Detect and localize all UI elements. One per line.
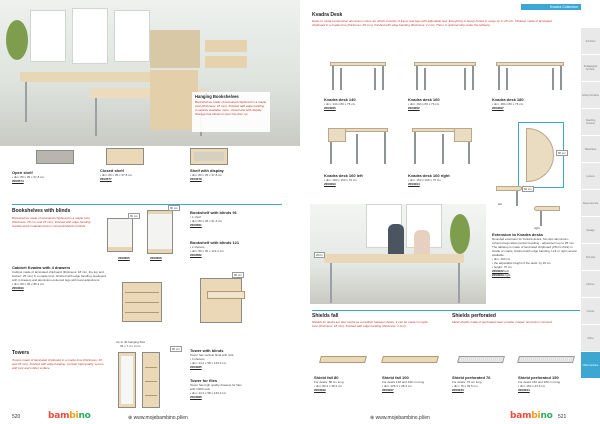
kvadra-desk-desc: Desk on metal construction aluminium colour all, which consists of frame and legs with adjustable feet. Everything is heavy footed to range up to 25 mm. Tabletop made of laminated chipboard in a maple tone (thickness: 25 mm), finished with edge banding (thickness: 2 mm). There is optional strip under the tabletop. <box>312 19 552 27</box>
globe-icon: ⊕ <box>370 415 375 421</box>
bookshelf-91-spec2: • dim: 80 x 45 x 91.4 cm <box>190 219 223 223</box>
desk-160-right <box>408 173 488 186</box>
tower-files-spec1: Tower has high quality drawers for files <box>190 383 242 387</box>
bookshelf-91-title: Bookshelf with blinds 91 <box>190 210 237 215</box>
shield-fall-100-spec1: For desks 140 and 160 cm long <box>382 380 425 384</box>
cabinet-dim: 80 cm <box>234 273 242 277</box>
towers <box>12 350 107 370</box>
desk-140 <box>324 97 404 110</box>
bookshelf-121-spec1: • 2 shelves <box>190 245 205 249</box>
tab-creche[interactable]: Crèche <box>581 298 600 325</box>
shield-fall-100-code: 2003097 <box>382 388 394 392</box>
shields-perforated-desc: Metal shields made of perforated steel, powder coated, aluminium coloured. <box>452 320 553 324</box>
desk-160-title: Kvadra desk 160 <box>408 97 440 102</box>
display-shelf-image <box>190 148 228 165</box>
desk-180-code: 2003097 <box>492 106 504 110</box>
closed-shelf <box>100 168 180 181</box>
cabinet <box>12 265 107 290</box>
shields-perforated <box>452 313 572 324</box>
cabinet-image <box>122 282 162 322</box>
shield-fall-80-spec1: For desks: 80 cm long <box>314 380 344 384</box>
tower-for-files <box>190 378 285 399</box>
extension-spec3: • height: 76 cm <box>492 265 512 269</box>
tower-files-spec3: • dim: 44.2 x 58 x 163.3 cm <box>190 391 227 395</box>
bookshelf-code-2: 2003606 <box>150 256 162 260</box>
bookshelves-desc: Bookshelves made of laminated chipboard in a maple tone (thickness: 18 mm and 25 mm), finished with edge banding. Cantilevered metal/aluminium coloured/white/cut blinds. <box>12 216 92 228</box>
bookshelf-code-1: 2003605 <box>118 256 130 260</box>
towers-desc: Towers made of laminated chipboard in a maple tone (thickness: 18 and 25 mm), finished with edge banding. Contain high quality, secure with lock and rubber surface. <box>12 358 104 370</box>
shield-fall-80-image <box>319 356 367 363</box>
shield-fall-80 <box>314 375 380 392</box>
cabinet-code: 2003093 <box>12 286 24 290</box>
bookshelf-91 <box>190 210 280 227</box>
desk-160-spec: • dim: 160 x 80 x 76 cm <box>408 102 440 106</box>
shield-perf-150-spec1: For desks 160 and 180 cm long <box>518 380 561 384</box>
page-number-right: 521 <box>558 414 567 420</box>
desk-160-left-title: Kvadra desk 160 left <box>324 173 363 178</box>
closed-shelf-image <box>106 148 144 165</box>
bookshelves-heading: Bookshelves with blinds <box>12 208 71 214</box>
open-shelf-image <box>36 150 74 164</box>
display-shelf-spec: • dim: 80 x 35 x 37.8 cm <box>190 173 223 177</box>
tower-files-image <box>142 352 160 408</box>
room-photo-dim: 20cm <box>316 253 323 257</box>
extension <box>492 232 580 277</box>
extension-right-image <box>534 206 568 226</box>
tower-blinds-spec1: Tower has vertical blind with lock <box>190 353 234 357</box>
extension-spec1: • dim: 100 cm <box>492 257 511 261</box>
shield-perf-76-spec1: For desks: 76 cm long <box>452 380 482 384</box>
bambino-logo-right: bambino <box>510 411 553 421</box>
shield-fall-100 <box>382 375 448 392</box>
shield-perforated-150 <box>518 375 580 392</box>
extension-code-left: 2003022 left <box>492 269 509 273</box>
desk-160-right-image <box>412 128 472 164</box>
kvadra-desk-heading: Kvadra Desk <box>312 12 343 18</box>
desk-160-left-spec: • dim: 160 x 160 x 76 cm <box>324 178 357 182</box>
hanging-bookshelves-title: Hanging Bookshelves <box>195 94 239 99</box>
open-shelf-code: 2003574 <box>12 179 24 183</box>
right-page <box>300 0 600 424</box>
desk-140-title: Kvadra desk 140 <box>324 97 356 102</box>
tab-soft-play[interactable]: Soft play <box>581 244 600 271</box>
bookshelf-91-dim: 80 cm <box>130 214 138 218</box>
desk-180-image <box>496 62 564 90</box>
closed-shelf-code: 2003577 <box>100 177 112 181</box>
desk-180-title: Kvadra desk 180 <box>492 97 524 102</box>
bookshelf-121-dim: 80 cm <box>170 206 178 210</box>
bookshelf-121-title: Bookshelf with blinds 121 <box>190 240 240 245</box>
tab-pedagogical-furniture[interactable]: Pedagogical furniture <box>581 55 600 82</box>
shelf-with-display <box>190 168 270 181</box>
shield-fall-100-image <box>381 356 439 363</box>
display-shelf-title: Shelf with display <box>190 168 224 173</box>
shield-perf-150-spec2: • dim: 152 x 33.5 cm <box>518 384 546 388</box>
tower-files-spec2: with 100% lock <box>190 387 211 391</box>
extension-spec2: • the adjustable height of the desk: by 20 cm <box>492 261 551 265</box>
footer-url-text-right[interactable]: www.mojebambino.pl/en <box>375 415 430 421</box>
shield-perforated-76 <box>452 375 518 392</box>
closed-shelf-spec: • dim: 80 x 35 x 37.8 cm <box>100 173 133 177</box>
tab-furniture[interactable]: Furniture <box>581 28 600 55</box>
bookshelf-121-code: 2003582 <box>190 253 202 257</box>
bookshelf-121-spec2: • dim: 80 x 45 x 121.2 cm <box>190 249 224 253</box>
shield-perf-76-image <box>457 356 505 363</box>
towers-dim: 80 cm <box>172 347 180 351</box>
extension-dim-1: 80 cm <box>558 151 566 155</box>
tower-with-blinds <box>190 348 285 369</box>
collection-label: Kvadra Collection <box>549 4 578 9</box>
shield-perf-150-title: Shield perforated 150 <box>518 375 559 380</box>
divider-right <box>312 310 580 311</box>
bookshelf-121 <box>190 240 280 257</box>
tab-teaching-furniture[interactable]: Teaching furniture <box>581 109 600 136</box>
shield-fall-100-title: Shield fall 100 <box>382 375 409 380</box>
divider <box>12 204 282 205</box>
footer-url-left[interactable] <box>128 415 188 421</box>
towers-note: Up to 40 hanging files <box>116 340 146 344</box>
shield-fall-100-spec2: • dim: 125.4 x 38.4 cm <box>382 384 412 388</box>
tab-sleep-and-rest[interactable]: Sleep and rest <box>581 190 600 217</box>
shield-fall-80-spec2: • dim: 80.4 x 38.4 cm <box>314 384 343 388</box>
shield-perf-150-code: 2003034 <box>518 388 530 392</box>
shields-fall-desc: Shields for desks are also useful as a partition between desks. It can be made in maple tone (thickness: 18 mm), finished with edge banding (thickness: 2 mm). <box>312 320 428 328</box>
desk-140-image <box>330 62 386 90</box>
closed-shelf-title: Closed shelf <box>100 168 124 173</box>
desk-140-code: 2003095 <box>324 106 336 110</box>
extension-desc: Rounded extension for Kvadra desks. Six-disc aluminium-coloured legs allow perfect levelling - adjustment up to 25 mm. The tabletop is made of laminated chipboard (25mm thick) in shade of maple, finished with edge banding. Left or right version available. <box>492 237 578 257</box>
extension-code-right: 2003023 right <box>492 273 511 277</box>
desk-160-left-code: 2003093 <box>324 182 336 186</box>
tower-blinds-code: 2003085 <box>190 365 202 369</box>
shield-perf-76-title: Shield perforated 76 <box>452 375 491 380</box>
desk-160-image <box>414 62 476 90</box>
shields-fall <box>312 313 432 328</box>
desk-160-code: 2003092 <box>408 106 420 110</box>
tab-office-furniture[interactable]: Office furniture <box>581 352 600 379</box>
open-shelf-spec: • dim: 80 x 35 x 37.8 cm <box>12 175 45 179</box>
desk-180-spec: • dim: 180 x 80 x 76 cm <box>492 102 524 106</box>
shield-perf-150-image <box>517 356 575 363</box>
category-tabs <box>581 0 600 424</box>
extension-label-right: right <box>534 226 540 230</box>
extension-label-left: left <box>498 202 503 206</box>
hanging-bookshelves-desc: Bookshelves made of laminated chipboard in a maple tone (thickness: 18 mm), finished with edge banding. 3 variants available: open, closed and with display. Storage that allows to open the door up. <box>195 100 267 116</box>
open-shelf-title: Open shelf <box>12 170 33 175</box>
bookshelf-121-image <box>147 210 173 254</box>
desk-160-left <box>324 173 404 186</box>
desk-160-right-code: 2003094 <box>408 182 420 186</box>
shield-fall-80-title: Shield fall 80 <box>314 375 339 380</box>
bambino-logo-left: bambino <box>48 411 91 421</box>
extension-dim-2: 60 cm <box>524 187 532 191</box>
shields-fall-heading: Shields fall <box>312 313 339 319</box>
desk-160 <box>408 97 488 110</box>
shields-perforated-heading: Shields perforated <box>452 313 496 319</box>
page-number-left: 520 <box>12 414 21 420</box>
shield-perf-76-spec2: • dim: 76 x 33.5 cm <box>452 384 478 388</box>
display-shelf-code: 2003078 <box>190 177 202 181</box>
tower-files-title: Tower for files <box>190 378 218 383</box>
tower-blinds-spec2: • 4 shelves <box>190 357 205 361</box>
tab-kitchen[interactable]: Kitchen <box>581 271 600 298</box>
footer-url-right[interactable] <box>370 415 430 421</box>
desk-160-right-title: Kvadra desk 160 right <box>408 173 450 178</box>
desk-180 <box>492 97 572 110</box>
desk-140-spec: • dim: 140 x 80 x 76 cm <box>324 102 356 106</box>
tower-blinds-title: Tower with blinds <box>190 348 224 353</box>
cabinet-title: Cabinet Kvadra with 4 drawers <box>12 265 71 270</box>
open-shelf <box>12 170 92 183</box>
tab-storage[interactable]: Storage <box>581 217 600 244</box>
cabinet-desc: Cabinet made of laminated chipboard (thickness: 18 mm, the top and bottom: 25 mm) in a maple tone, finished with edge banding. Equipped with 4 drawers and aluminium-coloured legs with level adjustment. <box>12 270 106 282</box>
cabinet-spec: • dim: 80 x 45 x 85.4 cm <box>12 282 45 286</box>
bookshelf-91-spec1: • 1 shelf <box>190 215 201 219</box>
cabinet-open-image <box>200 278 242 323</box>
kvadra-desk-header <box>312 12 552 27</box>
desk-160-right-spec: • dim: 160 x 160 x 76 cm <box>408 178 441 182</box>
shield-perf-76-code: 2003033 <box>452 388 464 392</box>
tower-blinds-image <box>118 352 136 408</box>
towers-note2: 36 x 7.4 x 4 cm <box>120 344 141 348</box>
globe-icon: ⊕ <box>128 415 133 421</box>
towers-heading: Towers <box>12 350 30 356</box>
footer-url-text-left[interactable]: www.mojebambino.pl/en <box>133 415 188 421</box>
hanging-bookshelves-box <box>192 92 270 132</box>
bookshelves-blinds-header <box>12 208 102 228</box>
desk-160-left-image <box>328 128 388 164</box>
bookshelf-91-image <box>107 218 133 252</box>
tab-office[interactable]: Office <box>581 325 600 352</box>
bookshelf-91-code: 2003581 <box>190 223 202 227</box>
office-photo-room <box>310 204 486 304</box>
tab-activity-furniture[interactable]: Activity furniture <box>581 82 600 109</box>
tower-blinds-spec3: • dim: 44.2 x 58 x 163.3 cm <box>190 361 227 365</box>
shield-fall-80-code: 2003099 <box>314 388 326 392</box>
tab-lockers[interactable]: Lockers <box>581 163 600 190</box>
tab-wardrobes[interactable]: Wardrobes <box>581 136 600 163</box>
extension-title: Extension to Kvadra desks <box>492 232 544 237</box>
tower-files-code: 2003086 <box>190 395 202 399</box>
